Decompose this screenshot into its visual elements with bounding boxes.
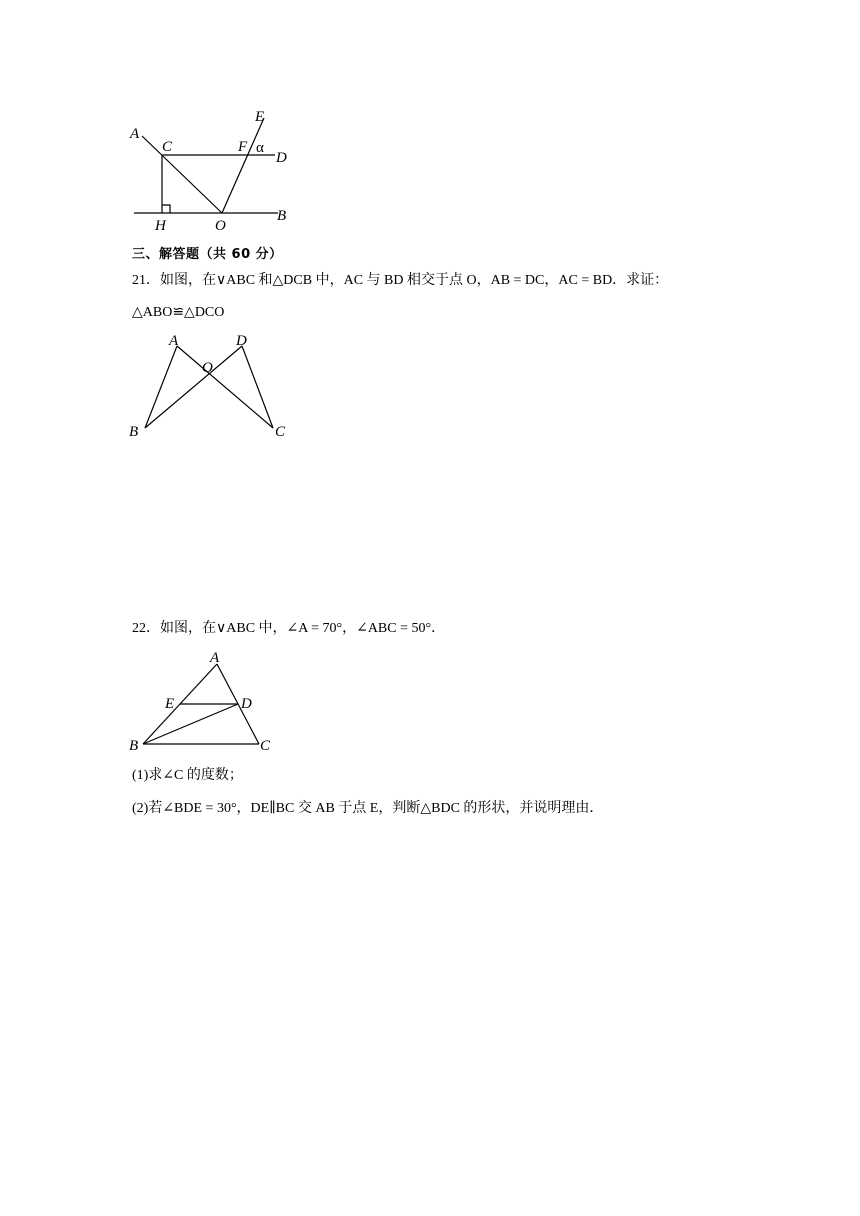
q22-text: 22．如图，在∨ABC 中，∠A = 70°，∠ABC = 50°． bbox=[132, 621, 446, 636]
label-o: O bbox=[202, 360, 213, 376]
label-c: C bbox=[162, 139, 173, 155]
label-c: C bbox=[275, 424, 286, 440]
label-b: B bbox=[277, 208, 287, 224]
label-d: D bbox=[236, 333, 247, 349]
figure-top bbox=[120, 100, 320, 235]
line-dc bbox=[242, 346, 273, 428]
line-oe bbox=[222, 118, 264, 213]
label-alpha: α bbox=[256, 140, 264, 156]
right-angle-mark bbox=[162, 205, 170, 213]
q21-text2: △ABO≌△DCO bbox=[132, 305, 225, 320]
line-bd bbox=[145, 346, 242, 428]
figure-q21 bbox=[125, 330, 300, 440]
label-o: O bbox=[215, 218, 226, 234]
line-ac bbox=[177, 346, 273, 428]
figure-q22 bbox=[125, 646, 285, 756]
line-ba bbox=[145, 346, 177, 428]
q22-part1: (1)求∠C 的度数； bbox=[132, 768, 243, 783]
q22-part2: (2)若∠BDE = 30°，DE∥BC 交 AB 于点 E，判断△BDC 的形状，并说明理由． bbox=[132, 801, 604, 816]
q21-text: 21．如图，在∨ABC 和△DCB 中，AC 与 BD 相交于点 O，AB = DC，AC = BD．求证： bbox=[132, 273, 669, 288]
line-ao bbox=[142, 136, 222, 213]
label-h: H bbox=[155, 218, 166, 234]
label-e: E bbox=[165, 696, 175, 712]
label-c: C bbox=[260, 738, 271, 754]
label-e: E bbox=[255, 109, 265, 125]
label-b: B bbox=[129, 424, 139, 440]
label-d: D bbox=[241, 696, 252, 712]
label-a: A bbox=[130, 126, 140, 142]
section-title: 三、解答题（共 60 分） bbox=[132, 247, 283, 262]
label-d: D bbox=[276, 150, 287, 166]
label-f: F bbox=[238, 139, 248, 155]
label-a: A bbox=[169, 333, 179, 349]
label-a: A bbox=[210, 650, 220, 666]
label-b: B bbox=[129, 738, 139, 754]
line-bd bbox=[143, 704, 238, 744]
